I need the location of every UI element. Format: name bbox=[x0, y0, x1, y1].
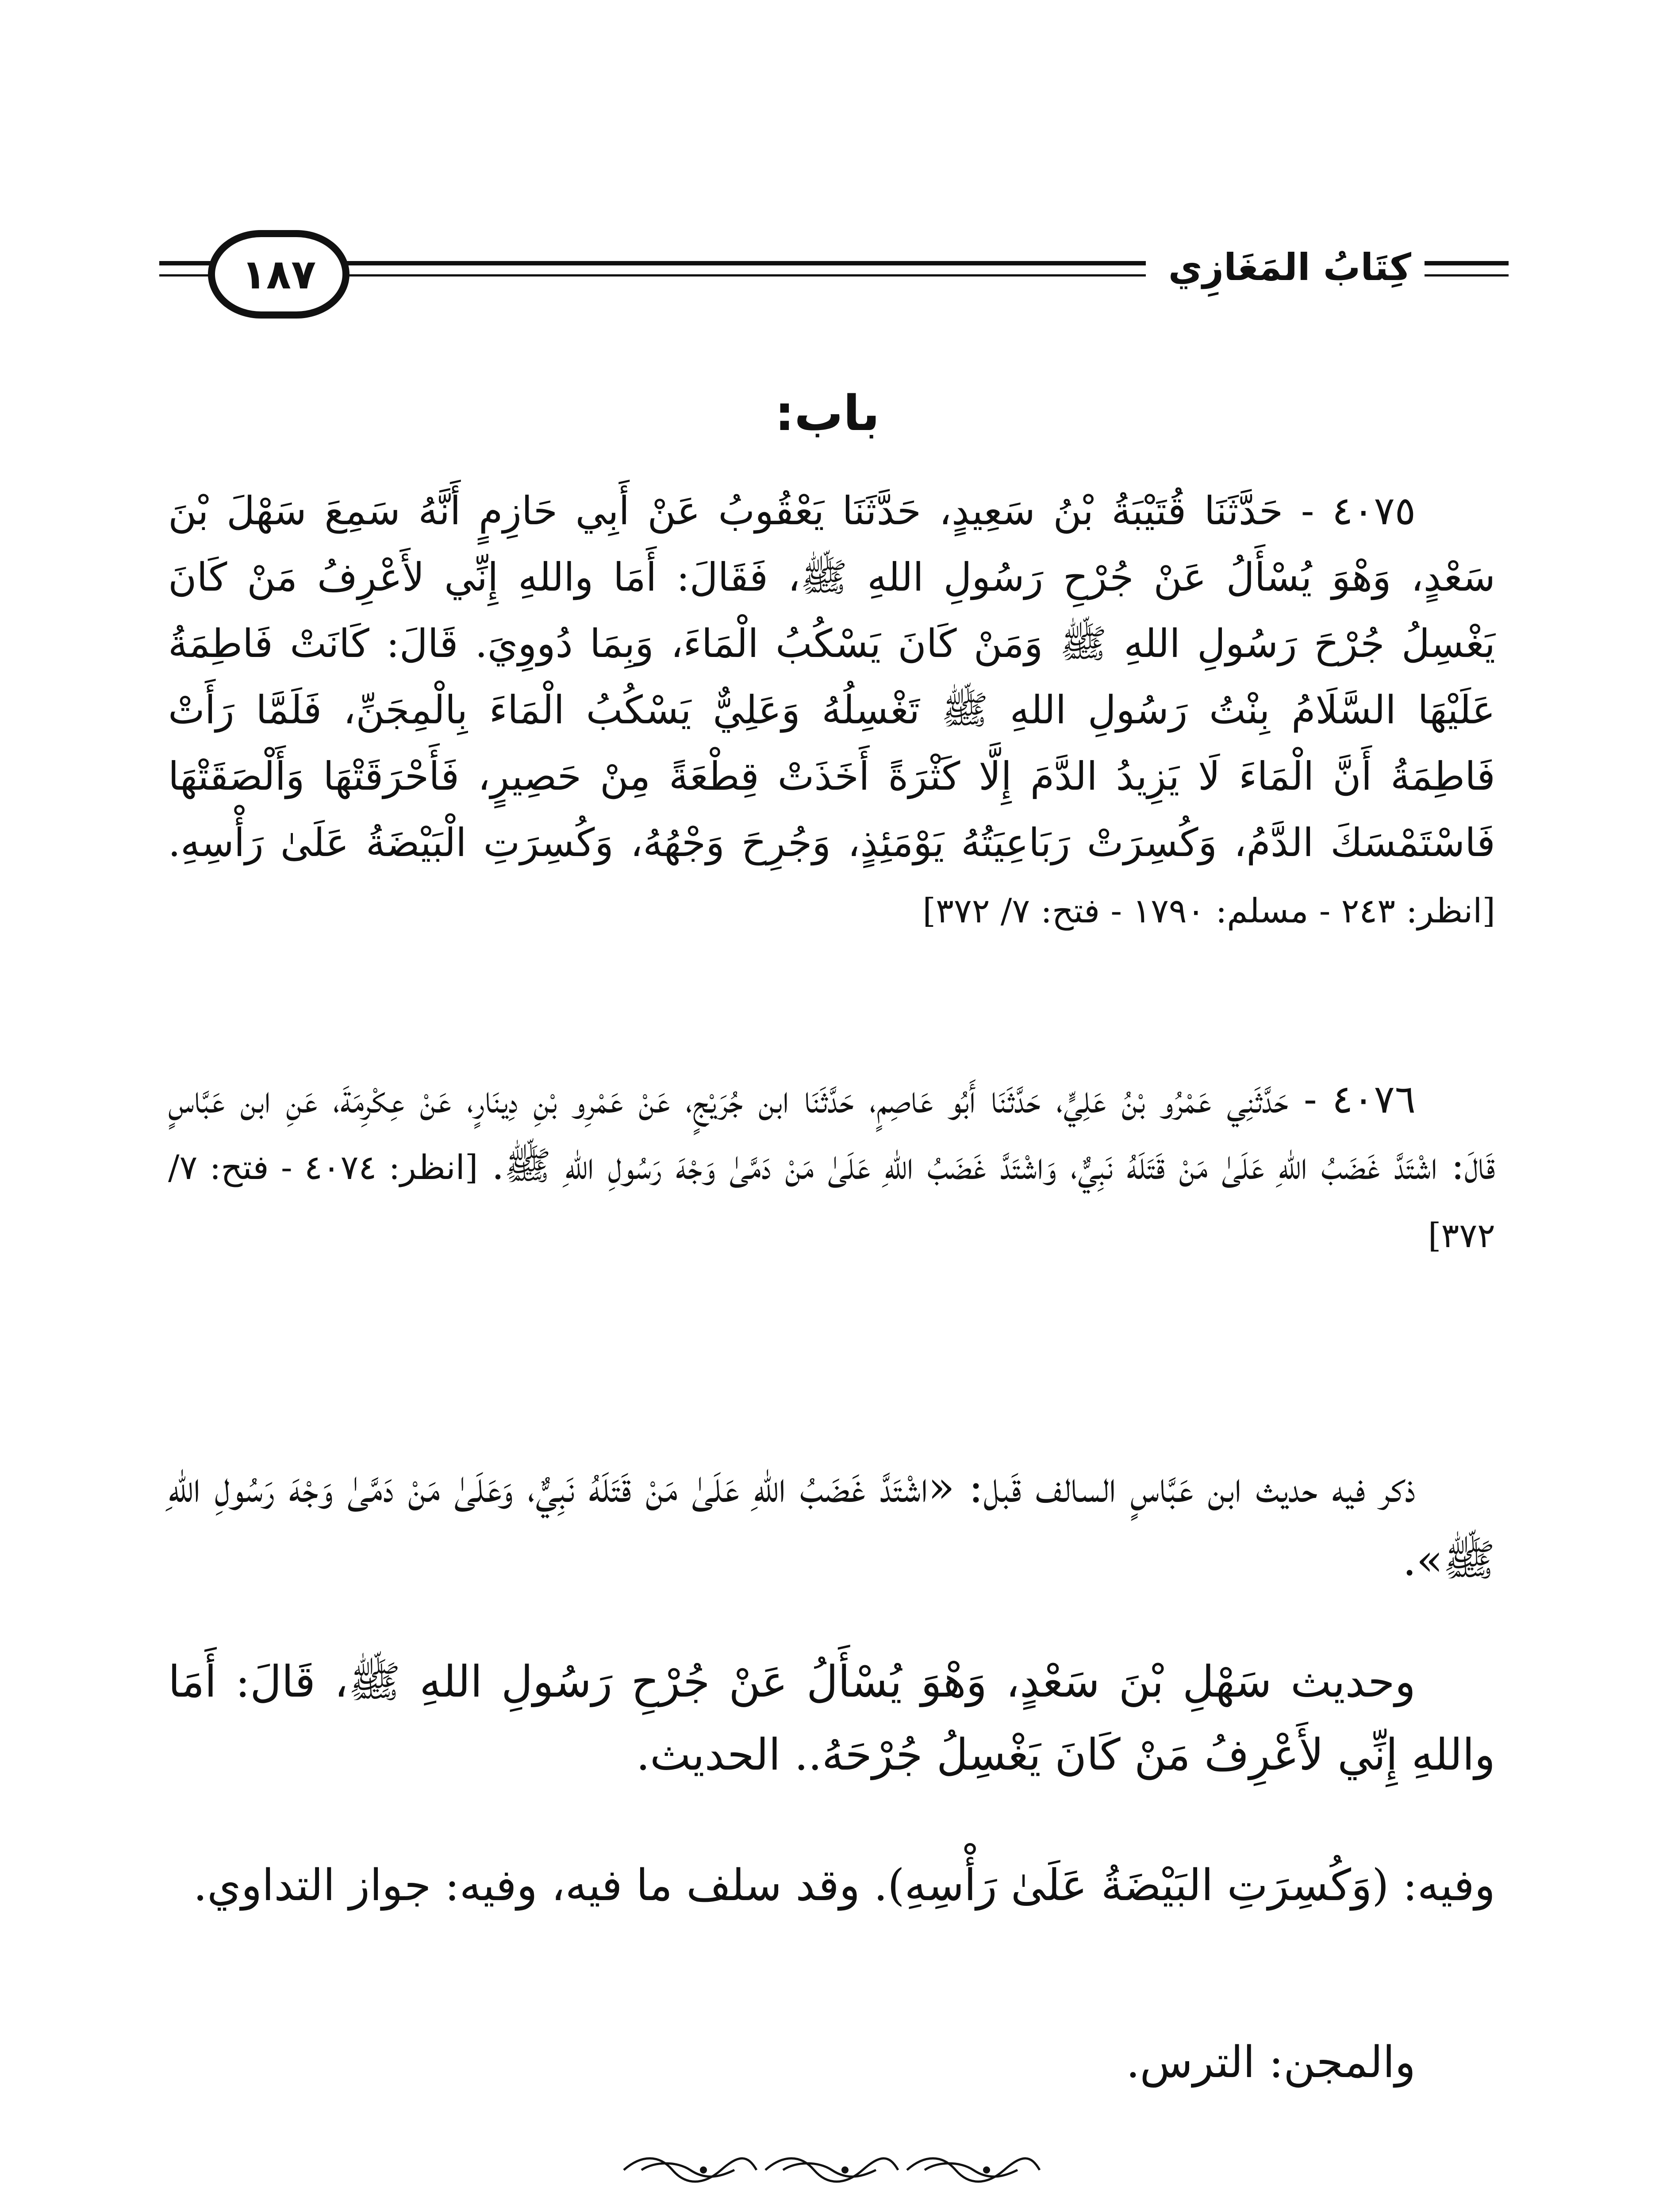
hadith-4076-text: ٤٠٧٦ - حَدَّثَنِي عَمْرُو بْنُ عَلِيٍّ، حَدَّثَنَا أَبُو عَاصِمٍ، حَدَّثَنَا ابن جُرَيْجٍ، عَنْ عَمْرِو بْنِ دِينَارٍ، عَنْ عِكْرِمَةَ، عَنِ ابن عَبَّاسٍ قَالَ: اشْتَدَّ غَضَبُ اللهِ عَلَىٰ مَنْ قَتَلَهُ نَبِيٌّ، وَاشْتَدَّ غَضَبُ اللهِ عَلَىٰ مَنْ دَمَّىٰ وَجْهَ رَسُولِ اللهِ ﷺ. bbox=[168, 1076, 1495, 1188]
header-rule-right bbox=[1425, 261, 1509, 265]
page-header bbox=[159, 230, 1509, 319]
commentary-paragraph-1: ذكر فيه حديث ابن عَبَّاسٍ السالف قَبل: «اشْتَدَّ غَضَبُ اللهِ عَلَىٰ مَنْ قَتَلَهُ نَبِيٌّ، وَعَلَىٰ مَنْ دَمَّىٰ وَجْهَ رَسُولِ اللهِ ﷺ». bbox=[168, 1462, 1495, 1586]
hadith-4075-text: ٤٠٧٥ - حَدَّثَنَا قُتَيْبَةُ بْنُ سَعِيدٍ، حَدَّثَنَا يَعْقُوبُ عَنْ أَبِي حَازِمٍ أَنَّهُ سَمِعَ سَهْلَ بْنَ سَعْدٍ، وَهْوَ يُسْأَلُ عَنْ جُرْحِ رَسُولِ اللهِ ﷺ، فَقَالَ: أَمَا واللهِ إِنِّي لأَعْرِفُ مَنْ كَانَ يَغْسِلُ جُرْحَ رَسُولِ اللهِ ﷺ وَمَنْ كَانَ يَسْكُبُ الْمَاءَ، وَبِمَا دُووِيَ. قَالَ: كَانَتْ فَاطِمَةُ عَلَيْهَا السَّلَامُ بِنْتُ رَسُولِ اللهِ ﷺ تَغْسِلُهُ وَعَلِيٌّ يَسْكُبُ الْمَاءَ بِالْمِجَنِّ، فَلَمَّا رَأَتْ فَاطِمَةُ أَنَّ الْمَاءَ لَا يَزِيدُ الدَّمَ إِلَّا كَثْرَةً أَخَذَتْ قِطْعَةً مِنْ حَصِيرٍ، فَأَحْرَقَتْهَا وَأَلْصَقَتْهَا فَاسْتَمْسَكَ الدَّمُ، وَكُسِرَتْ رَبَاعِيَتُهُ يَوْمَئِذٍ، وَجُرِحَ وَجْهُهُ، وَكُسِرَتِ الْبَيْضَةُ عَلَىٰ رَأْسِهِ. bbox=[168, 488, 1495, 865]
commentary-paragraph-4: والمجن: الترس. bbox=[1126, 2037, 1416, 2088]
hadith-4075-reference: [انظر: ٢٤٣ - مسلم: ١٧٩٠ - فتح: ٧/ ٣٧٢] bbox=[922, 891, 1495, 930]
hadith-4075 bbox=[168, 478, 1495, 944]
commentary-paragraph-3: وفيه: (وَكُسِرَتِ البَيْضَةُ عَلَىٰ رَأْسِهِ). وقد سلف ما فيه، وفيه: جواز التداوي. bbox=[193, 1860, 1495, 1911]
hadith-4076-reference: [انظر: ٤٠٧٤ - فتح: ٧/ ٣٧٢] bbox=[168, 1148, 1495, 1255]
header-rule-middle bbox=[345, 261, 1146, 265]
header-rule-middle-thin bbox=[345, 274, 1146, 276]
header-rule-right-thin bbox=[1425, 274, 1509, 276]
page-number-badge bbox=[208, 230, 349, 319]
page-number: ١٨٧ bbox=[241, 250, 316, 298]
header-rule-left-thin bbox=[159, 274, 212, 276]
header-book-title: كِتَابُ المَغَازِي bbox=[1168, 246, 1411, 289]
hadith-4076 bbox=[168, 1066, 1495, 1269]
commentary-paragraph-2: وحديث سَهْلِ بْنَ سَعْدٍ، وَهْوَ يُسْأَلُ عَنْ جُرْحِ رَسُولِ اللهِ ﷺ، قَالَ: أَمَا واللهِ إِنِّي لأَعْرِفُ مَنْ كَانَ يَغْسِلُ جُرْحَهُ.. الحديث. bbox=[168, 1657, 1495, 1780]
end-ornament-icon bbox=[615, 2150, 1048, 2190]
section-heading: باب: bbox=[775, 385, 880, 442]
header-rule-left bbox=[159, 261, 212, 265]
